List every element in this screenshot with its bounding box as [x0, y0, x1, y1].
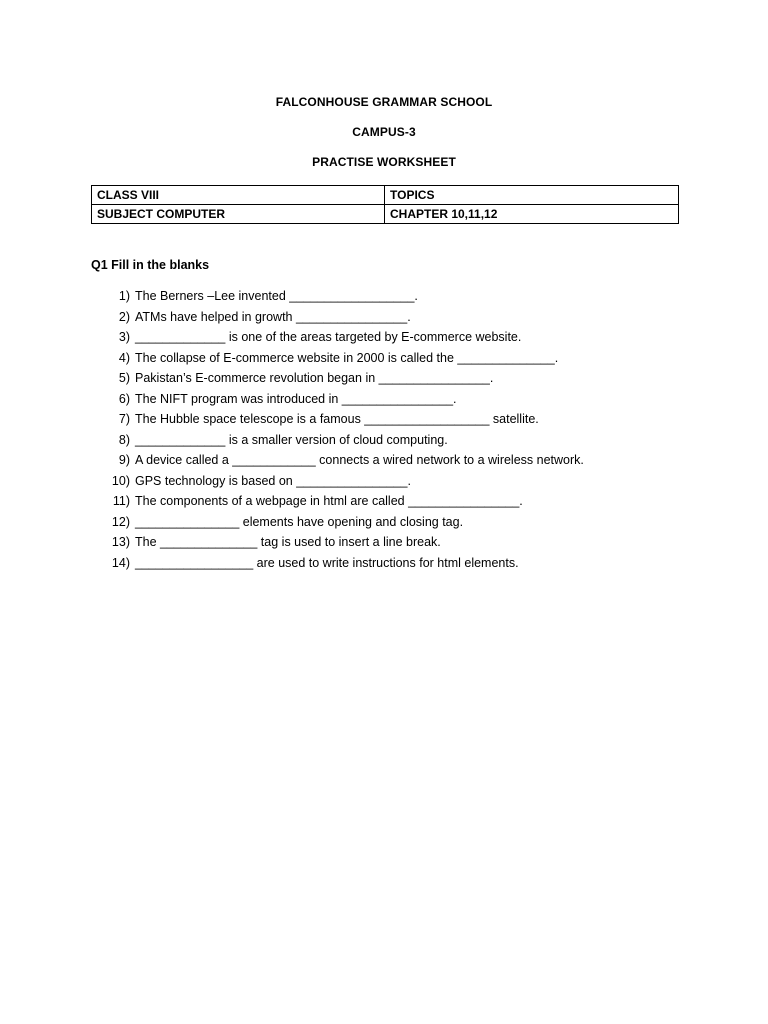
question-number: 14): [111, 555, 130, 570]
table-cell-chapters: CHAPTER 10,11,12: [385, 205, 679, 224]
question-text: The components of a webpage in html are called ________________.: [135, 494, 523, 508]
table-row: [92, 186, 679, 205]
question-text: The Berners –Lee invented __________________.: [135, 289, 418, 303]
question-number: 11): [112, 494, 130, 508]
question-number: 12): [111, 514, 130, 529]
question-number: 1): [118, 289, 130, 303]
question-number: 8): [118, 432, 130, 447]
question-text: _____________ is one of the areas targeted by E-commerce website.: [135, 330, 522, 344]
question-text: The collapse of E-commerce website in 2000 is called the ______________.: [135, 350, 559, 365]
table-cell-subject: SUBJECT COMPUTER: [92, 205, 385, 224]
table-cell-class: CLASS VIII: [92, 186, 385, 205]
question-number: 7): [118, 412, 130, 426]
worksheet-title: PRACTISE WORKSHEET: [312, 155, 456, 169]
question-number: 5): [118, 371, 130, 385]
question-text: _____________ is a smaller version of cloud computing.: [135, 432, 448, 447]
table-row: [92, 205, 679, 224]
campus-name: CAMPUS-3: [352, 125, 416, 139]
question-text: _________________ are used to write instructions for html elements.: [135, 555, 519, 570]
question-text: Pakistan’s E-commerce revolution began in ________________.: [135, 371, 494, 385]
question-text: The ______________ tag is used to insert a line break.: [135, 535, 441, 549]
question-text: _______________ elements have opening and closing tag.: [135, 514, 464, 529]
question-number: 4): [118, 350, 130, 365]
question-number: 9): [118, 453, 130, 467]
question-number: 2): [118, 309, 130, 324]
question-text: The NIFT program was introduced in ________________.: [135, 391, 457, 406]
school-name: FALCONHOUSE GRAMMAR SCHOOL: [275, 95, 493, 109]
question-text: GPS technology is based on ________________.: [135, 473, 411, 488]
section-title: Q1 Fill in the blanks: [91, 258, 210, 272]
table-cell-topics: TOPICS: [385, 186, 679, 205]
class-info-table: [91, 185, 679, 224]
question-number: 13): [111, 535, 130, 549]
question-number: 6): [118, 391, 130, 406]
question-text: The Hubble space telescope is a famous __________________ satellite.: [135, 412, 539, 426]
question-number: 3): [118, 330, 130, 344]
question-number: 10): [111, 473, 130, 488]
question-text: ATMs have helped in growth ________________.: [135, 309, 411, 324]
question-text: A device called a ____________ connects a wired network to a wireless network.: [135, 453, 584, 467]
